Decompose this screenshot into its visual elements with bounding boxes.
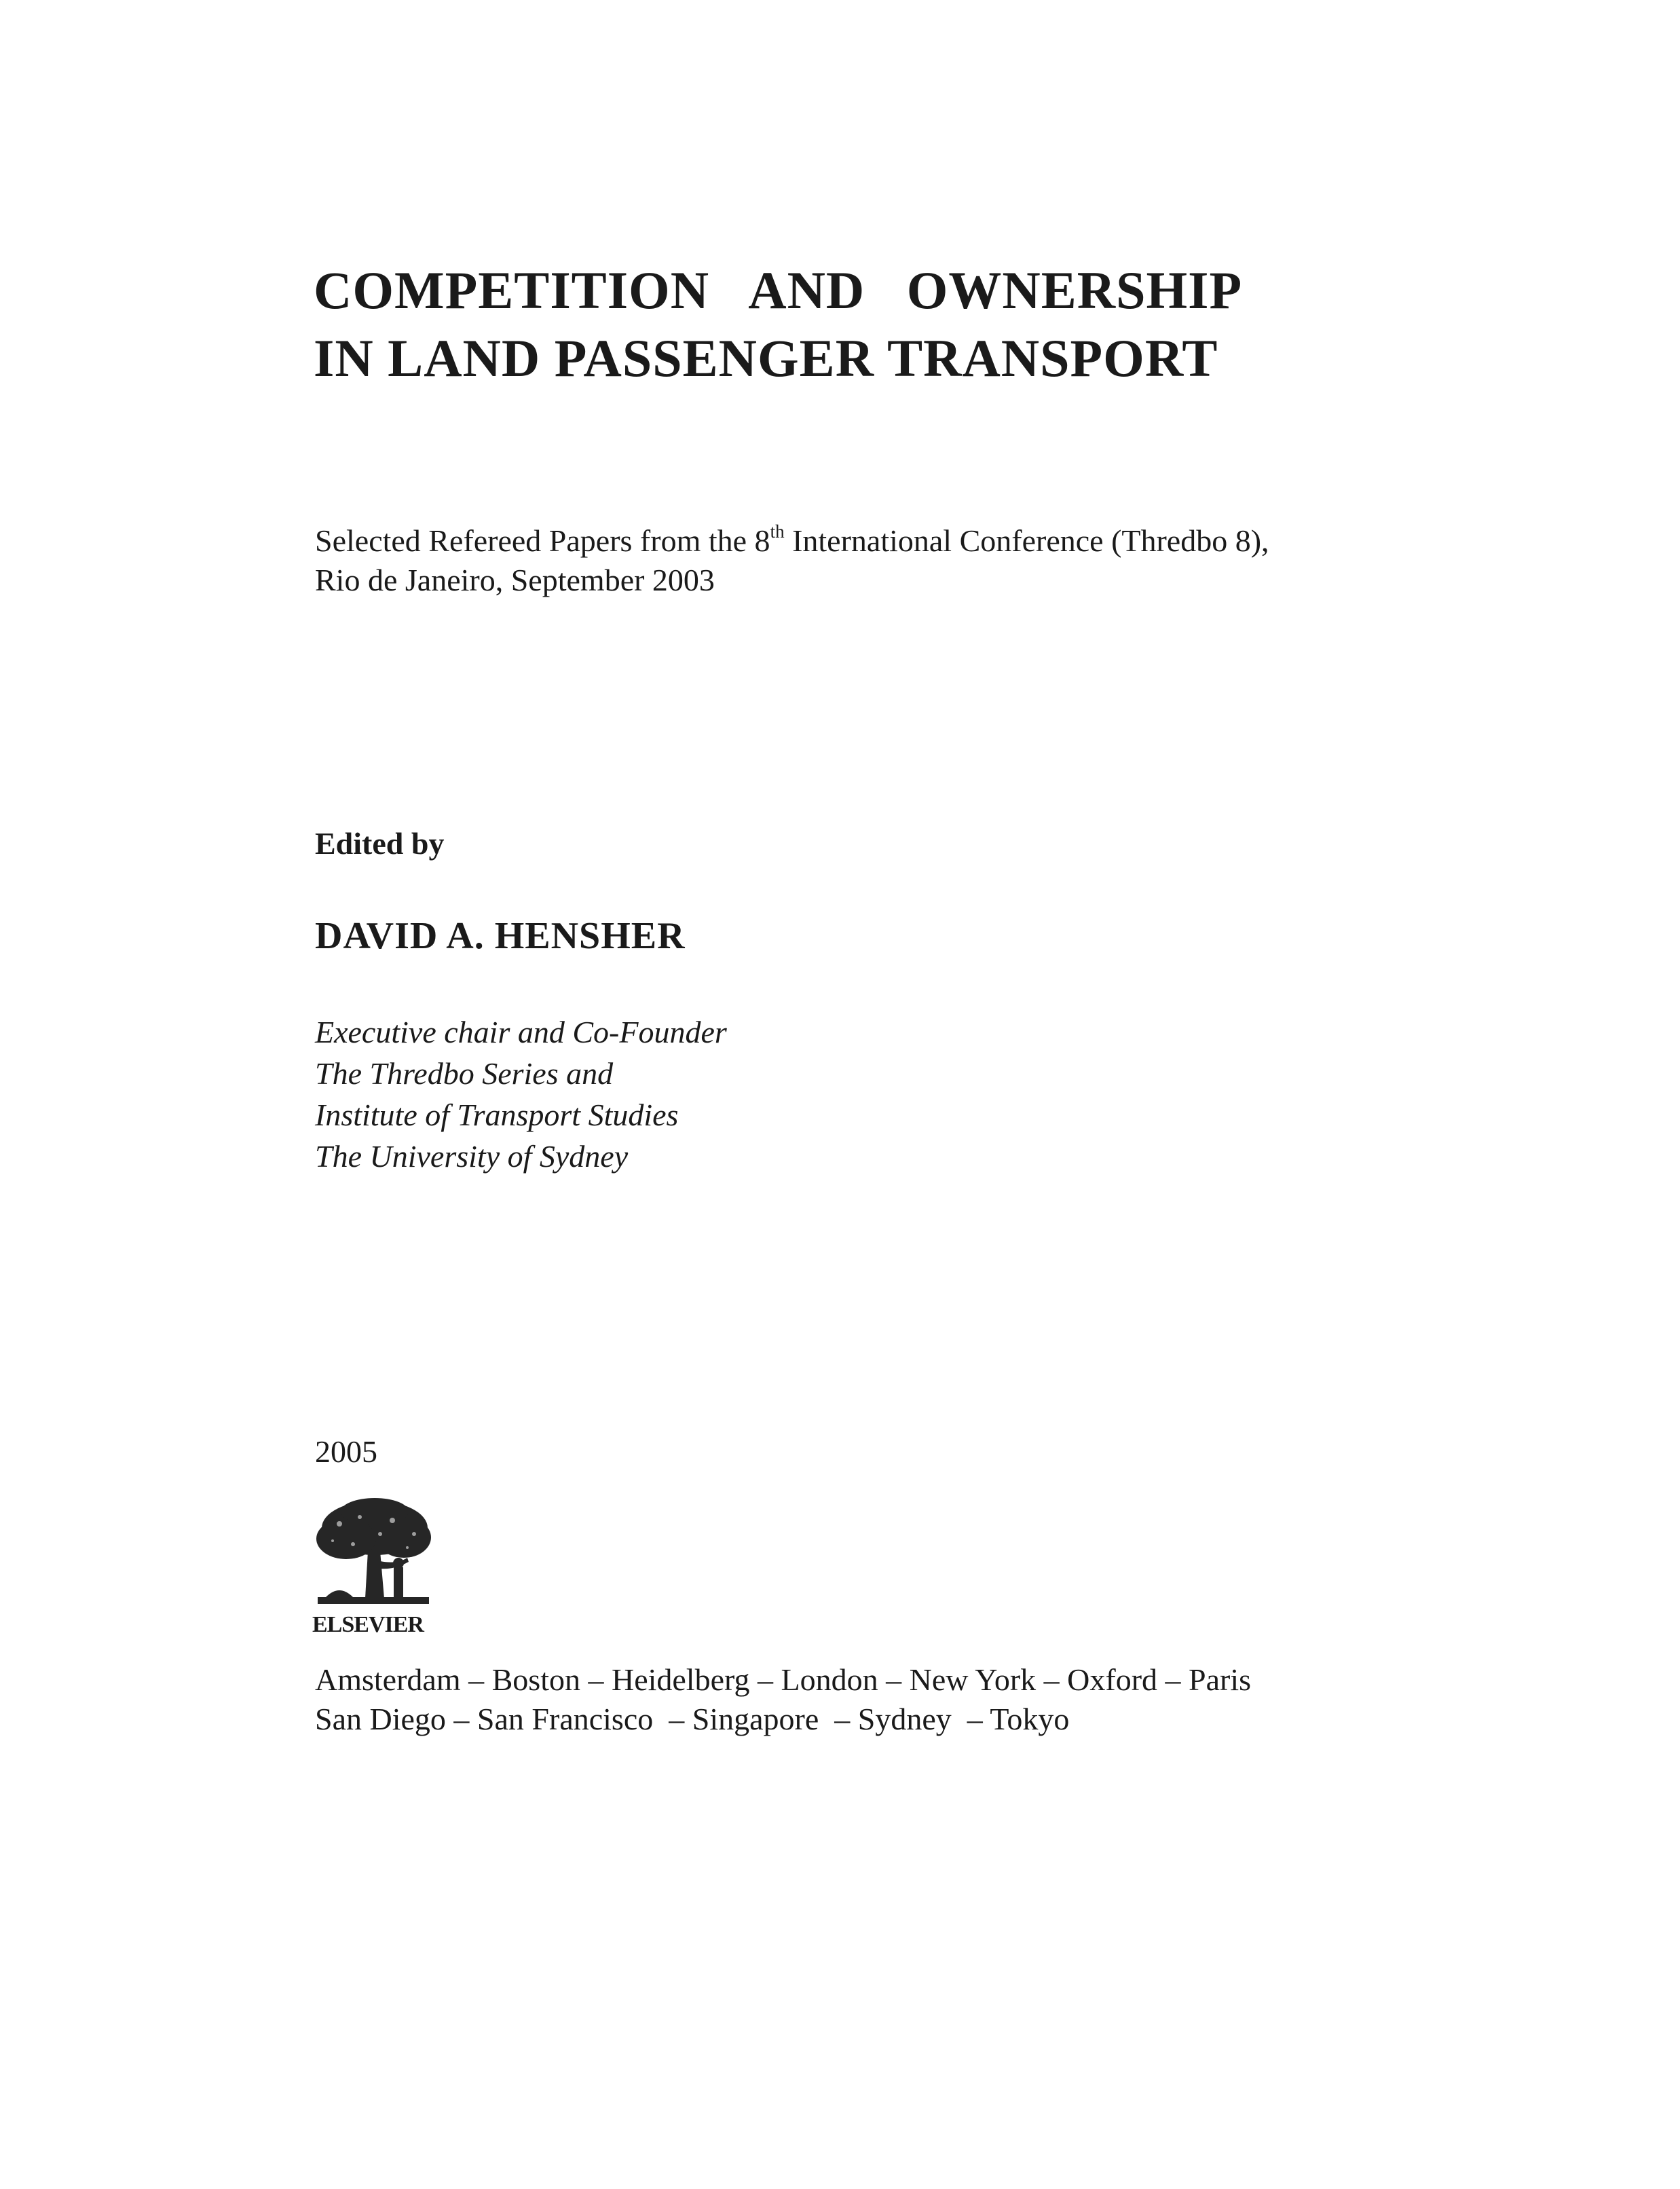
subtitle-line-1-end: International Conference (Thredbo 8), <box>784 523 1269 558</box>
cities-line-1: Amsterdam – Boston – Heidelberg – London – New York – Oxford – Paris <box>315 1662 1252 1697</box>
ordinal-suffix: th <box>770 521 785 542</box>
editor-name: DAVID A. HENSHER <box>315 915 686 957</box>
subtitle-line-1-start: Selected Refereed Papers from the 8 <box>315 523 770 558</box>
affiliation-line-4: The University of Sydney <box>315 1139 629 1174</box>
publisher-cities <box>315 1660 1251 1739</box>
affiliation-line-3: Institute of Transport Studies <box>315 1098 679 1132</box>
editor-affiliation <box>315 1011 727 1177</box>
book-title <box>314 257 1400 392</box>
subtitle-line-2: Rio de Janeiro, September 2003 <box>315 563 715 597</box>
book-title-line-2: IN LAND PASSENGER TRANSPORT <box>314 329 1218 388</box>
affiliation-line-2: The Thredbo Series and <box>315 1056 614 1091</box>
affiliation-line-1: Executive chair and Co-Founder <box>315 1015 727 1049</box>
cities-line-2: San Diego – San Francisco – Singapore – Sydney – Tokyo <box>315 1702 1070 1736</box>
edited-by-label: Edited by <box>315 826 445 861</box>
book-subtitle <box>315 521 1469 600</box>
publication-year: 2005 <box>315 1434 377 1469</box>
publisher-name: ELSEVIER <box>312 1612 424 1637</box>
subtitle-line-1 <box>315 521 1469 561</box>
book-title-line-1: COMPETITION AND OWNERSHIP <box>314 261 1243 320</box>
